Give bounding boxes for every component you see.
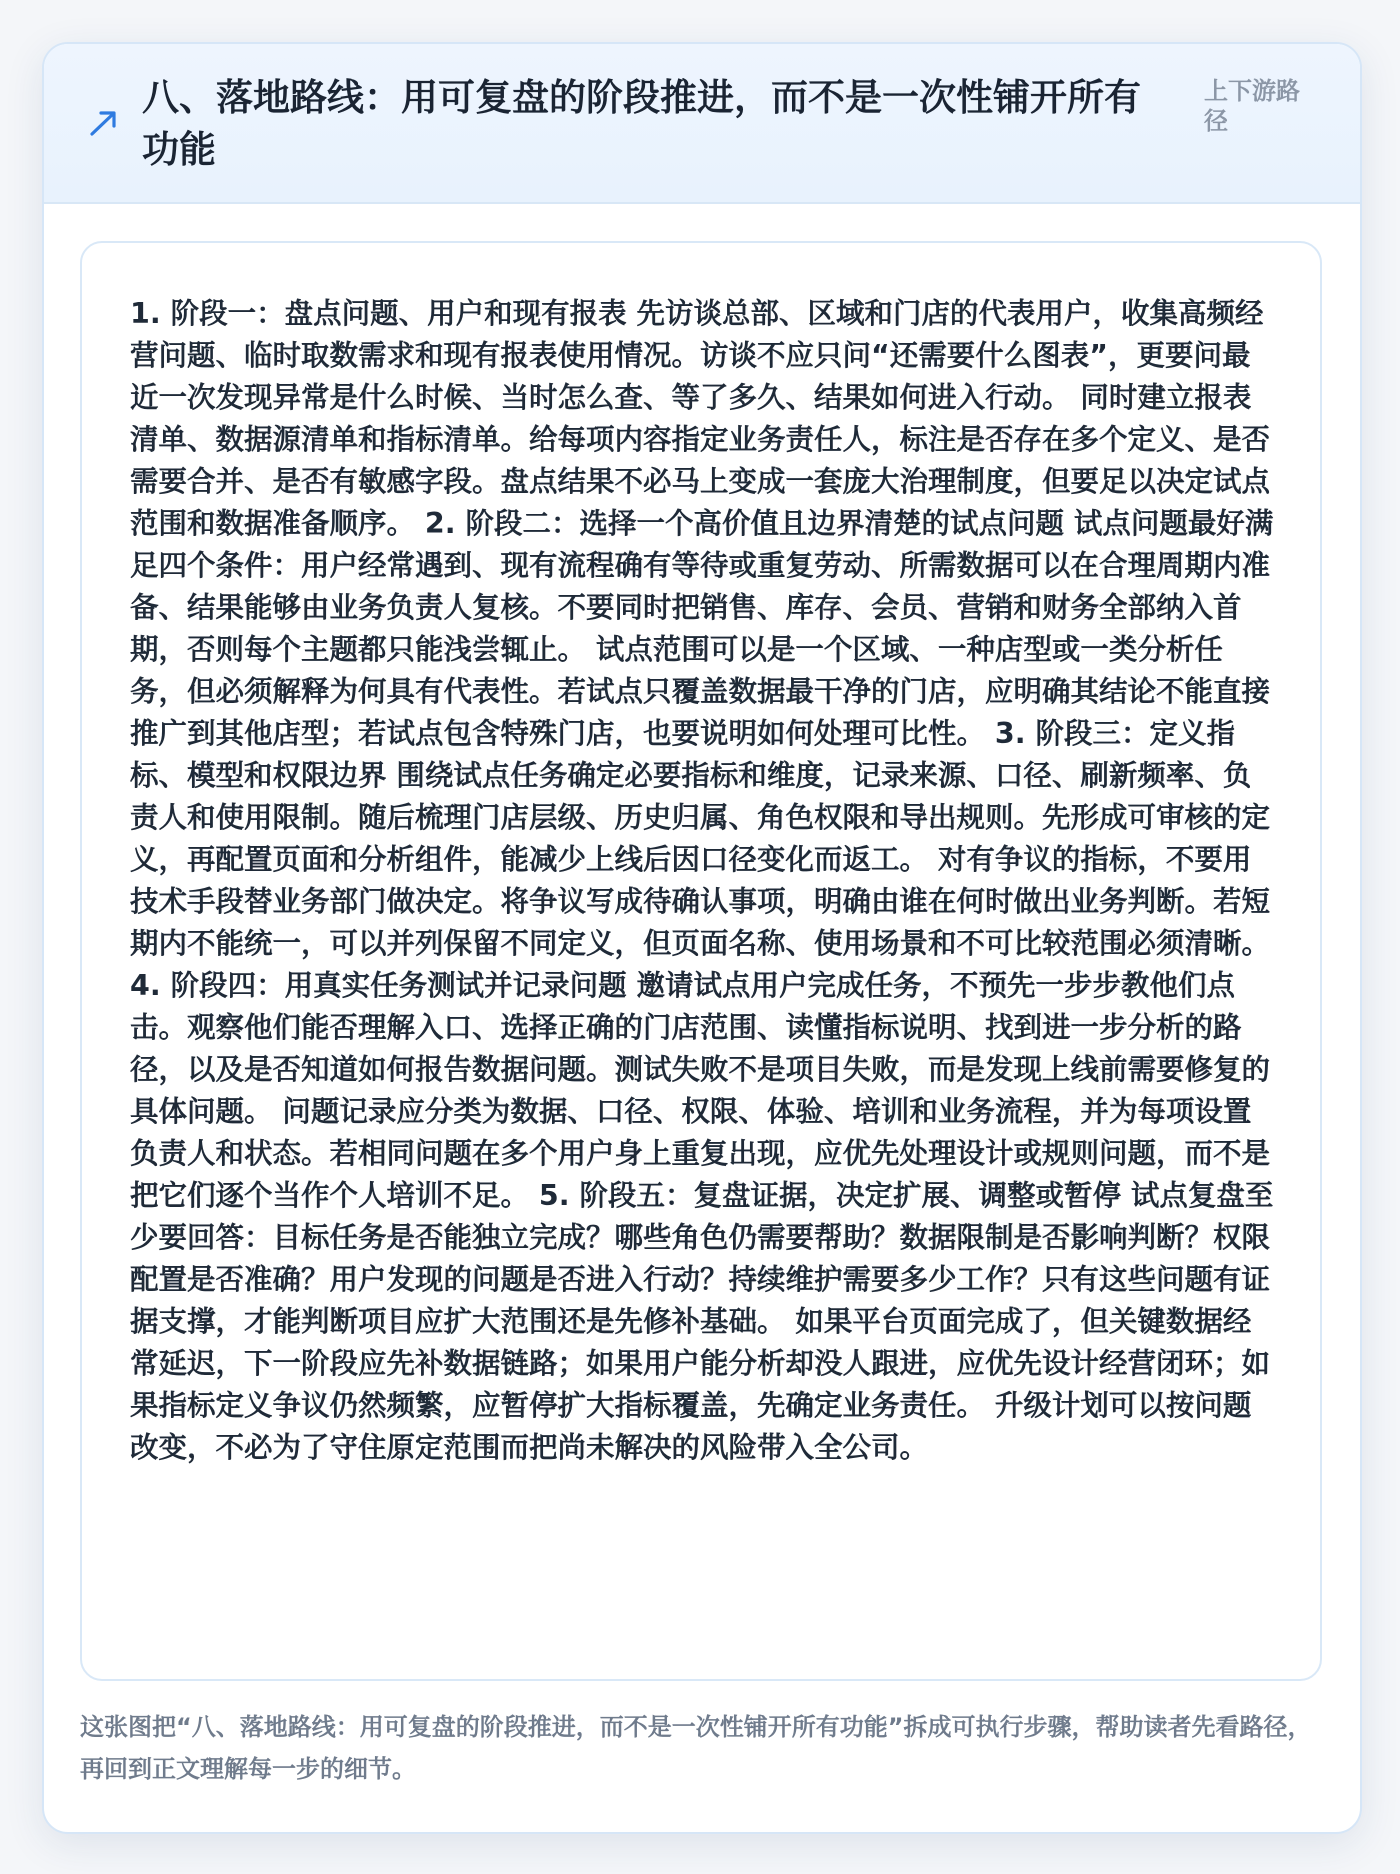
path-tag-label: 上下游路径 xyxy=(1204,77,1300,135)
figure-card xyxy=(42,42,1362,1834)
body-text: 1. 阶段一：盘点问题、用户和现有报表 先访谈总部、区域和门店的代表用户，收集高频经营问题、临时取数需求和现有报表使用情况。访谈不应只问“还需要什么图表”，更要问最近一次发现异常是什么时候、当时怎么查、等了多久、结果如何进入行动。 同时建立报表清单、数据源清单和指标清单。给每项内容指定业务责任人，标注是否存在多个定义、是否需要合并、是否有敏感字段。盘点结果不必马上变成一套庞大治理制度，但要足以决定试点范围和数据准备顺序。 2. 阶段二：选择一个高价值且边界清楚的试点问题 试点问题最好满足四个条件：用户经常遇到、现有流程确有等待或重复劳动、所需数据可以在合理周期内准备、结果能够由业务负责人复核。不要同时把销售、库存、会员、营销和财务全部纳入首期，否则每个主题都只能浅尝辄止。 试点范围可以是一个区域、一种店型或一类分析任务，但必须解释为何具有代表性。若试点只覆盖数据最干净的门店，应明确其结论不能直接推广到其他店型；若试点包含特殊门店，也要说明如何处理可比性。 3. 阶段三：定义指标、模型和权限边界 围绕试点任务确定必要指标和维度，记录来源、口径、刷新频率、负责人和使用限制。随后梳理门店层级、历史归属、角色权限和导出规则。先形成可审核的定义，再配置页面和分析组件，能减少上线后因口径变化而返工。 对有争议的指标，不要用技术手段替业务部门做决定。将争议写成待确认事项，明确由谁在何时做出业务判断。若短期内不能统一，可以并列保留不同定义，但页面名称、使用场景和不可比较范围必须清晰。 4. 阶段四：用真实任务测试并记录问题 邀请试点用户完成任务，不预先一步步教他们点击。观察他们能否理解入口、选择正确的门店范围、读懂指标说明、找到进一步分析的路径，以及是否知道如何报告数据问题。测试失败不是项目失败，而是发现上线前需要修复的具体问题。 问题记录应分类为数据、口径、权限、体验、培训和业务流程，并为每项设置负责人和状态。若相同问题在多个用户身上重复出现，应优先处理设计或规则问题，而不是把它们逐个当作个人培训不足。 5. 阶段五：复盘证据，决定扩展、调整或暂停 试点复盘至少要回答：目标任务是否能独立完成？哪些角色仍需要帮助？数据限制是否影响判断？权限配置是否准确？用户发现的问题是否进入行动？持续维护需要多少工作？只有这些问题有证据支撑，才能判断项目应扩大范围还是先修补基础。 如果平台页面完成了，但关键数据经常延迟，下一阶段应先补数据链路；如果用户能分析却没人跟进，应优先设计经营闭环；如果指标定义争议仍然频繁，应暂停扩大指标覆盖，先确定业务责任。 升级计划可以按问题改变，不必为了守住原定范围而把尚未解决的风险带入全公司。 xyxy=(130,297,1274,1464)
content-panel xyxy=(80,241,1322,1681)
trend-arrow-icon xyxy=(86,106,120,140)
page-title: 八、落地路线：用可复盘的阶段推进，而不是一次性铺开所有功能 xyxy=(142,76,1141,171)
figure-caption: 这张图把“八、落地路线：用可复盘的阶段推进，而不是一次性铺开所有功能”拆成可执行步骤，帮助读者先看路径，再回到正文理解每一步的细节。 xyxy=(80,1713,1312,1783)
card-header xyxy=(44,44,1360,204)
